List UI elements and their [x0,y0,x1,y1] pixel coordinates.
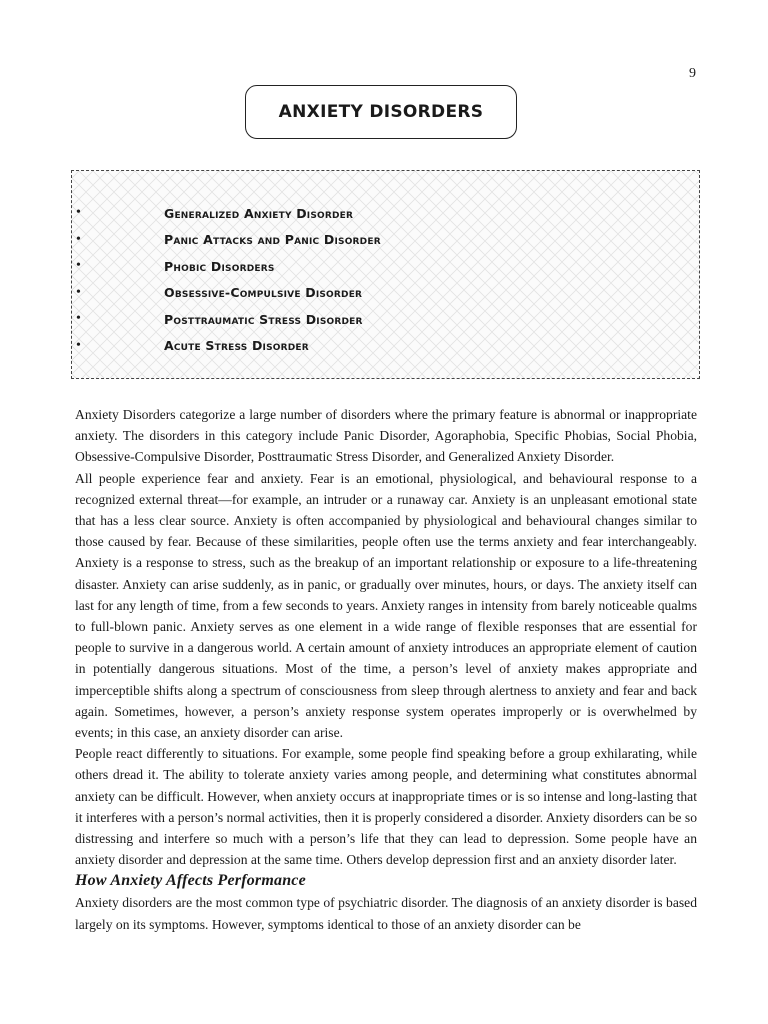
bullet-icon: • [76,258,81,274]
bullet-icon: • [76,311,81,327]
list-item [72,280,699,307]
page-number: 9 [689,66,696,81]
bullet-icon: • [76,231,81,247]
topic-obsessive-compulsive-disorder: Obsessive-Compulsive Disorder [164,285,363,301]
paragraph-fear-and-anxiety: All people experience fear and anxiety. Fear is an emotional, physiological, and behavioural response to a recognized external threat—for example, an intruder or a runaway car. Anxiety is an unpleasant emotional state that has a less clear source. Anxiety is often accompanied by physiological and behavioural changes similar to those caused by fear. Because of these similarities, people often use the terms anxiety and fear interchangeably. Anxiety is a response to stress, such as the breakup of an important relationship or exposure to a life-threatening disaster. Anxiety can arise suddenly, as in panic, or gradually over minutes, hours, or days. The anxiety itself can last for any length of time, from a few seconds to years. Anxiety ranges in intensity from barely noticeable qualms to full-blown panic. Anxiety serves as one element in a wide range of flexible responses that are essential for people to survive in a dangerous world. A certain amount of anxiety introduces an appropriate element of caution in potentially dangerous situations. Most of the time, a person’s level of anxiety makes appropriate and imperceptible shifts along a spectrum of consciousness from sleep through alertness to anxiety and fear and back again. Sometimes, however, a person’s anxiety response system operates improperly or is overwhelmed by events; in this case, an anxiety disorder can arise. [75,470,697,741]
paragraph-individual-reactions: People react differently to situations. For example, some people find speaking before a group exhilarating, while others dread it. The ability to tolerate anxiety varies among people, and determining what constitutes abnormal anxiety can be difficult. However, when anxiety occurs at inappropriate times or is so intense and long-lasting that it interferes with a person’s normal activities, then it is properly considered a disorder. Anxiety disorders can be so distressing and interfere so much with a person’s life that they can lead to depression. Some people have an anxiety disorder and depression at the same time. Others develop depression first and an anxiety disorder later. [75,746,697,868]
chapter-title: ANXIETY DISORDERS [278,102,484,122]
bullet-icon: • [76,205,81,221]
topic-acute-stress-disorder: Acute Stress Disorder [164,338,309,354]
topic-list-box [71,170,700,379]
paragraph-intro: Anxiety Disorders categorize a large number of disorders where the primary feature is abnormal or inappropriate anxiety. The disorders in this category include Panic Disorder, Agoraphobia, Specific Phobias, Social Phobia, Obsessive-Compulsive Disorder, Posttraumatic Stress Disorder, and Generalized Anxiety Disorder. [75,407,697,465]
list-item [72,333,699,360]
list-item [72,200,699,227]
section-heading: How Anxiety Affects Performance [75,872,306,890]
topic-generalized-anxiety-disorder: Generalized Anxiety Disorder [164,205,354,221]
chapter-title-box [245,85,517,139]
paragraph-diagnosis: Anxiety disorders are the most common type of psychiatric disorder. The diagnosis of an anxiety disorder is based largely on its symptoms. However, symptoms identical to those of an anxiety disorder can be [75,895,697,932]
bullet-icon: • [76,284,81,300]
bullet-icon: • [76,337,81,353]
list-item [72,253,699,280]
topic-posttraumatic-stress-disorder: Posttraumatic Stress Disorder [164,311,363,327]
body-text [75,404,697,935]
topic-list [72,200,699,359]
list-item [72,306,699,333]
topic-phobic-disorders: Phobic Disorders [164,258,275,274]
topic-panic-attacks: Panic Attacks and Panic Disorder [164,232,381,248]
list-item [72,227,699,254]
